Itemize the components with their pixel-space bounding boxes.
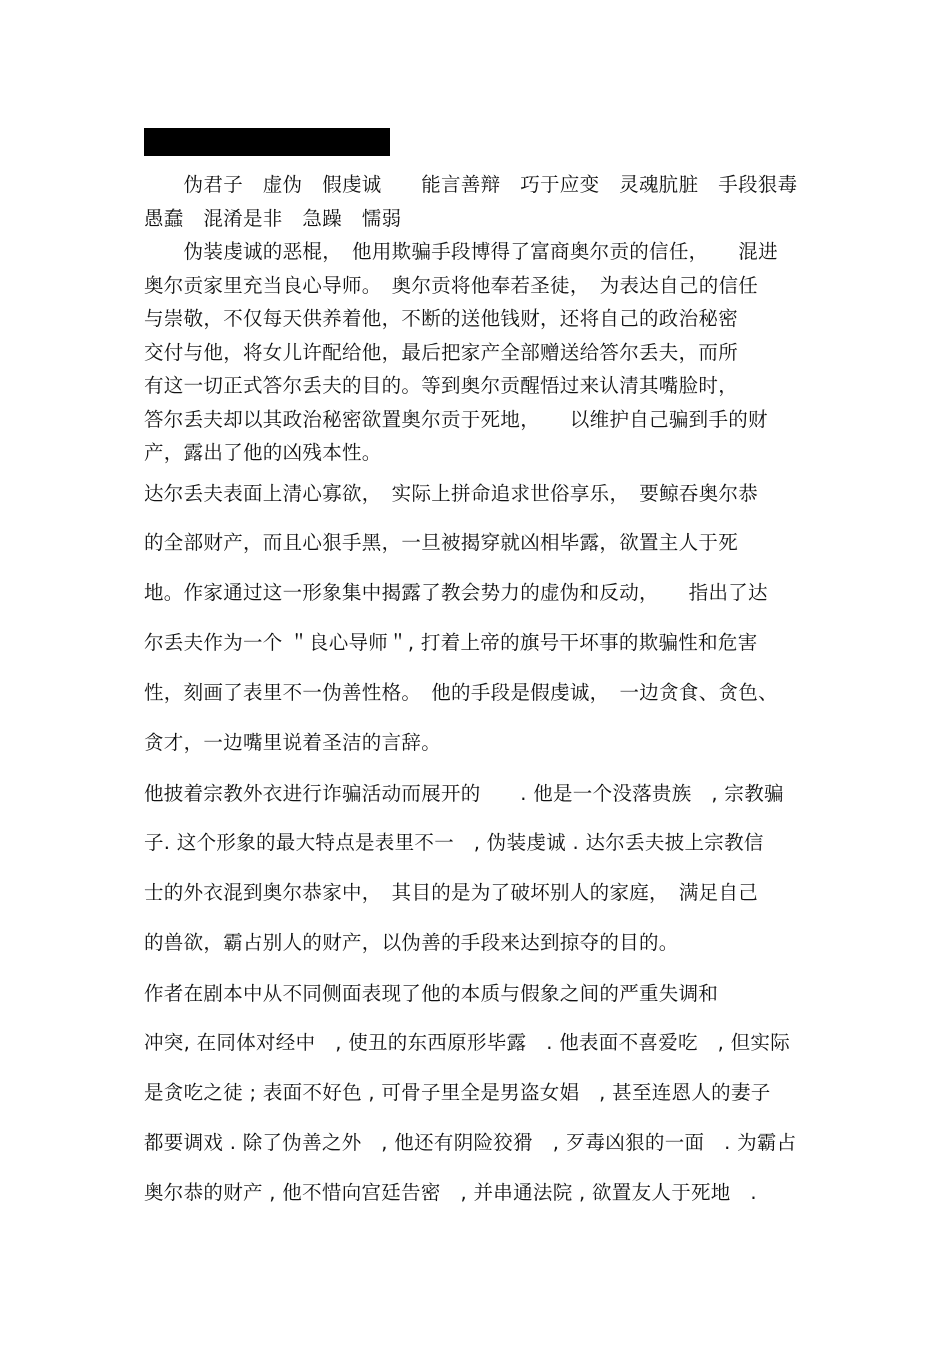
text-line: 冲突, 在同体对经中 , 使丑的东西原形毕露 . 他表面不喜爱吃 , 但实际 — [144, 1031, 790, 1054]
text-line: 尔丢夫作为一个 ＂良心导师＂, 打着上帝的旗号干坏事的欺骗性和危害 — [144, 631, 758, 654]
text-line: 奥尔恭的财产 , 他不惜向宫廷告密 , 并串通法院 , 欲置友人于死地 . — [144, 1181, 757, 1204]
text-line: 地。作家通过这一形象集中揭露了教会势力的虚伪和反动， 指出了达 — [144, 581, 768, 604]
text-line: 交付与他，将女儿许配给他，最后把家产全部赠送给答尔丢夫，而所 — [144, 341, 739, 364]
text-line: 贪才，一边嘴里说着圣洁的言辞。 — [144, 731, 442, 754]
text-line: 伪装虔诚的恶棍， 他用欺骗手段博得了富商奥尔贡的信任， 混进 — [144, 240, 778, 263]
text-line: 达尔丢夫表面上清心寡欲， 实际上拼命追求世俗享乐， 要鲸吞奥尔恭 — [144, 482, 759, 505]
text-line: 是贪吃之徒 ; 表面不好色 , 可骨子里全是男盗女娼 , 甚至连恩人的妻子 — [144, 1081, 771, 1104]
text-line: 性，刻画了表里不一伪善性格。 他的手段是假虔诚， 一边贪食、贪色、 — [144, 681, 778, 704]
text-line: 的兽欲，霸占别人的财产，以伪善的手段来达到掠夺的目的。 — [144, 931, 679, 954]
text-line: 奥尔贡家里充当良心导师。 奥尔贡将他奉若圣徒， 为表达自己的信任 — [144, 274, 759, 297]
text-line: 与崇敬，不仅每天供养着他，不断的送他钱财，还将自己的政治秘密 — [144, 307, 739, 330]
text-line: 产，露出了他的凶残本性。 — [144, 441, 382, 464]
redacted-title-bar — [144, 128, 390, 156]
text-line: 的全部财产，而且心狠手黑，一旦被揭穿就凶相毕露，欲置主人于死 — [144, 531, 739, 554]
text-line: 子. 这个形象的最大特点是表里不一 , 伪装虔诚 . 达尔丢夫披上宗教信 — [144, 831, 764, 854]
text-line: 有这一切正式答尔丢夫的目的。等到奥尔贡醒悟过来认清其嘴脸时， — [144, 374, 739, 397]
text-line: 答尔丢夫却以其政治秘密欲置奥尔贡于死地， 以维护自己骗到手的财 — [144, 408, 768, 431]
text-line: 伪君子 虚伪 假虔诚 能言善辩 巧于应变 灵魂肮脏 手段狠毒 — [144, 173, 798, 196]
text-line: 作者在剧本中从不同侧面表现了他的本质与假象之间的严重失调和 — [144, 982, 719, 1005]
text-line: 他披着宗教外衣进行诈骗活动而展开的 . 他是一个没落贵族 , 宗教骗 — [144, 782, 784, 805]
text-line: 都要调戏 . 除了伪善之外 , 他还有阴险狡猾 , 歹毒凶狠的一面 . 为霸占 — [144, 1131, 797, 1154]
text-line: 愚蠢 混淆是非 急躁 懦弱 — [144, 207, 402, 230]
text-line: 士的外衣混到奥尔恭家中， 其目的是为了破坏别人的家庭， 满足自己 — [144, 881, 759, 904]
